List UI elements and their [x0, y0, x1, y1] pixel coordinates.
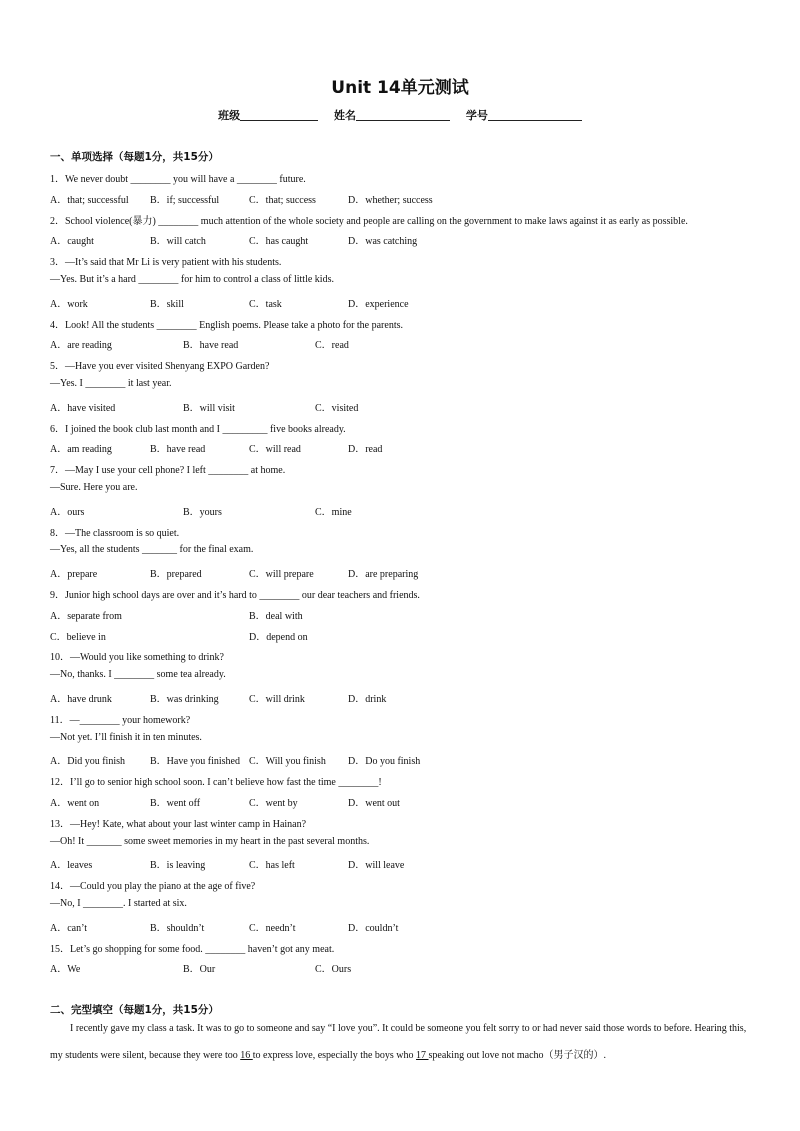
answer-option[interactable]: D．couldn’t: [348, 922, 399, 934]
question-stem: 7．—May I use your cell phone? I left ________ at home.: [50, 465, 286, 477]
answer-option[interactable]: A．We: [50, 964, 81, 976]
question-stem: —Yes, all the students _______ for the final exam.: [50, 544, 254, 556]
question-stem: 15．Let’s go shopping for some food. ________ haven’t got any meat.: [50, 943, 335, 955]
answer-option[interactable]: D．whether; success: [348, 194, 433, 206]
answer-option[interactable]: B．if; successful: [150, 194, 220, 206]
answer-option[interactable]: A．am reading: [50, 444, 112, 456]
answer-option[interactable]: C．went by: [249, 798, 298, 809]
name-label: 姓名: [334, 109, 356, 122]
answer-option[interactable]: C．visited: [315, 402, 359, 414]
cloze-blank-17: 17: [416, 1050, 429, 1061]
page-title: Unit 14单元测试: [331, 78, 469, 98]
question-stem: 5．—Have you ever visited Shenyang EXPO Garden?: [50, 361, 270, 373]
answer-option[interactable]: B．have read: [150, 444, 206, 456]
answer-option[interactable]: A．ours: [50, 506, 85, 518]
answer-option[interactable]: A．have drunk: [50, 694, 112, 705]
cloze-paragraph-line-2: [50, 1046, 750, 1061]
answer-option[interactable]: C．has caught: [249, 236, 309, 248]
answer-option[interactable]: C．believe in: [50, 631, 106, 643]
answer-option[interactable]: D．will leave: [348, 860, 405, 872]
section-heading-single-choice: 一、单项选择（每题1分，共15分）: [50, 151, 219, 163]
answer-option[interactable]: C．read: [315, 340, 349, 352]
number-label: 学号: [465, 109, 488, 122]
answer-option[interactable]: A．that; successful: [50, 194, 129, 206]
question-stem: —Sure. Here you are.: [50, 482, 138, 493]
answer-option[interactable]: C．will read: [249, 444, 301, 456]
answer-option[interactable]: C．mine: [315, 506, 352, 518]
question-stem: 3．—It’s said that Mr Li is very patient with his students.: [50, 257, 282, 269]
answer-option[interactable]: A．can’t: [50, 922, 88, 934]
question-stem: 6．I joined the book club last month and I _________ five books already.: [50, 423, 346, 435]
question-stem: 2．School violence(暴力) ________ much attention of the whole society and people are calling on the government to make laws against it as early as possible.: [50, 215, 688, 227]
section-heading-cloze: 二、完型填空（每题1分，共15分）: [50, 1004, 219, 1016]
answer-option[interactable]: A．went on: [50, 798, 100, 809]
answer-option[interactable]: A．leaves: [50, 860, 93, 872]
answer-option[interactable]: D．drink: [348, 694, 387, 705]
question-stem: —No, thanks. I ________ some tea already.: [50, 669, 226, 681]
answer-option[interactable]: B．prepared: [150, 569, 202, 581]
answer-option[interactable]: C．has left: [249, 860, 295, 872]
answer-option[interactable]: A．separate from: [50, 610, 122, 622]
cloze-text: speaking out love not macho（男子汉的）.: [428, 1050, 607, 1061]
answer-option[interactable]: C．Will you finish: [249, 756, 326, 768]
cloze-text: my students were silent, because they were too: [50, 1050, 241, 1061]
answer-option[interactable]: D．read: [348, 444, 383, 456]
answer-option[interactable]: B．is leaving: [150, 860, 206, 872]
answer-option[interactable]: C．task: [249, 298, 282, 310]
answer-option[interactable]: B．yours: [183, 506, 222, 518]
answer-option[interactable]: C．will drink: [249, 694, 305, 705]
question-stem: 13．—Hey! Kate, what about your last winter camp in Hainan?: [50, 818, 307, 830]
answer-option[interactable]: A．work: [50, 298, 88, 310]
class-label: 班级: [218, 109, 241, 122]
question-stem: 9．Junior high school days are over and it’s hard to ________ our dear teachers and friends.: [50, 590, 420, 601]
question-stem: —No, I ________. I started at six.: [50, 898, 187, 909]
question-stem: 14．—Could you play the piano at the age of five?: [50, 881, 256, 893]
answer-option[interactable]: A．prepare: [50, 569, 98, 581]
question-stem: 12．I’ll go to senior high school soon. I can’t believe how fast the time ________!: [50, 777, 382, 789]
answer-option[interactable]: B．will catch: [150, 236, 206, 248]
answer-option[interactable]: B．skill: [150, 298, 184, 310]
cloze-paragraph-line-1: I recently gave my class a task. It was to go to someone and say “I love you”. It could be someone you felt sorry to or had never said those words to before. Hearing this,: [70, 1023, 747, 1034]
question-stem: 4．Look! All the students ________ English poems. Please take a photo for the parents.: [50, 319, 403, 331]
answer-option[interactable]: B．will visit: [183, 402, 235, 414]
question-stem: —Yes. But it’s a hard ________ for him to control a class of little kids.: [50, 274, 334, 285]
answer-option[interactable]: B．was drinking: [150, 694, 219, 705]
question-stem: —Not yet. I’ll finish it in ten minutes.: [50, 731, 202, 743]
answer-option[interactable]: B．Our: [183, 964, 216, 976]
answer-option[interactable]: D．are preparing: [348, 569, 419, 581]
answer-option[interactable]: C．will prepare: [249, 569, 314, 581]
name-blank: [356, 109, 450, 121]
answer-option[interactable]: D．was catching: [348, 236, 418, 248]
answer-option[interactable]: B．Have you finished: [150, 756, 240, 768]
answer-option[interactable]: D．experience: [348, 298, 409, 310]
answer-option[interactable]: B．have read: [183, 340, 239, 352]
student-info-line: [0, 107, 800, 123]
question-stem: 10．—Would you like something to drink?: [50, 652, 224, 664]
answer-option[interactable]: C．that; success: [249, 194, 316, 206]
question-stem: 1．We never doubt ________ you will have a ________ future.: [50, 174, 306, 185]
answer-option[interactable]: B．deal with: [249, 610, 303, 622]
answer-option[interactable]: C．Ours: [315, 964, 352, 976]
cloze-blank-16: 16: [240, 1050, 253, 1061]
answer-option[interactable]: D．Do you finish: [348, 756, 421, 768]
answer-option[interactable]: D．depend on: [249, 631, 308, 643]
answer-option[interactable]: A．are reading: [50, 340, 112, 352]
answer-option[interactable]: A．have visited: [50, 402, 116, 414]
answer-option[interactable]: C．needn’t: [249, 922, 296, 934]
answer-option[interactable]: A．caught: [50, 236, 94, 248]
answer-option[interactable]: B．shouldn’t: [150, 922, 205, 934]
question-stem: 11．—________ your homework?: [50, 714, 191, 726]
answer-option[interactable]: D．went out: [348, 798, 400, 809]
number-blank: [488, 109, 582, 121]
question-stem: —Yes. I ________ it last year.: [50, 378, 172, 389]
answer-option[interactable]: A．Did you finish: [50, 756, 125, 768]
cloze-text: to express love, especially the boys who: [252, 1050, 417, 1061]
question-stem: 8．—The classroom is so quiet.: [50, 527, 180, 539]
answer-option[interactable]: B．went off: [150, 798, 201, 809]
class-blank: [240, 109, 318, 121]
question-stem: —Oh! It _______ some sweet memories in my heart in the past several months.: [50, 835, 370, 847]
